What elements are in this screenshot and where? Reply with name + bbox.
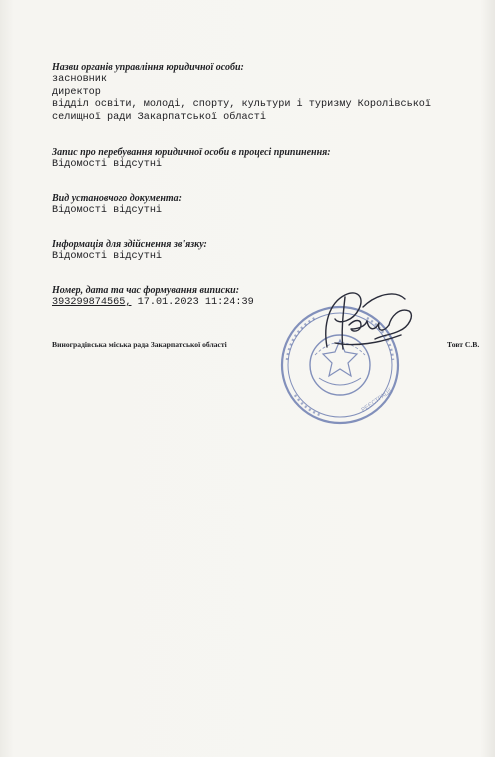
- extract-number: 393299874565,: [52, 297, 132, 308]
- section-label: Вид установчого документа:: [52, 193, 182, 204]
- section-label: Запис про перебування юридичної особи в процесі припинення:: [52, 147, 331, 158]
- section-value-line: Відомості відсутні: [52, 251, 163, 262]
- stamp-text: РЕЄСТРАЦІЇ: [360, 388, 394, 414]
- section-value-line: директор: [52, 86, 101, 98]
- section-value-line: відділ освіти, молоді, спорту, культури і туризму Королівської: [52, 99, 432, 110]
- section-label: Назви органів управління юридичної особи:: [52, 62, 244, 73]
- section-termination-status: [52, 147, 472, 172]
- signer-name: Товт С.В.: [447, 340, 480, 349]
- organization-name: Виноградівська міська рада Закарпатської області: [52, 340, 227, 349]
- extract-datetime: 17.01.2023 11:24:39: [131, 297, 254, 308]
- section-label: Інформація для здійснення зв'язку:: [52, 239, 207, 250]
- handwritten-signature: [305, 285, 420, 360]
- section-label: Номер, дата та час формування виписки:: [52, 285, 240, 296]
- section-contact-info: [52, 239, 472, 264]
- section-value-line: Відомості відсутні: [52, 205, 163, 216]
- section-value-line: селищної ради Закарпатської області: [52, 111, 266, 123]
- section-value-line: засновник: [52, 74, 108, 85]
- section-management-bodies: [52, 62, 472, 124]
- section-value-line: Відомості відсутні: [52, 159, 163, 170]
- section-founding-document: [52, 193, 472, 218]
